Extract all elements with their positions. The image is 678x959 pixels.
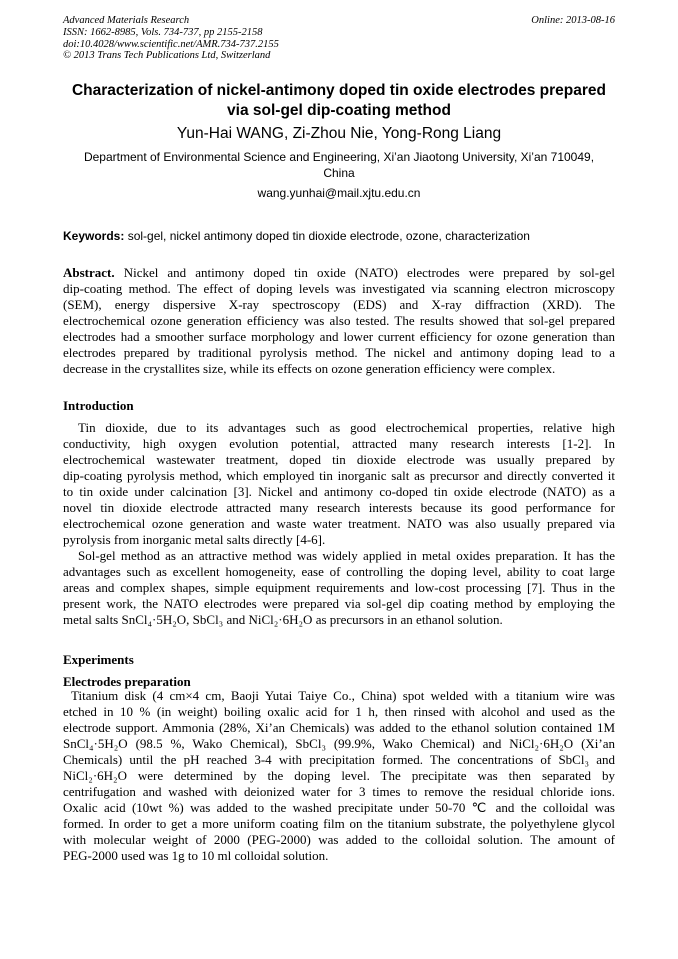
text-line: conductivity, high oxygen evolution potential, attracted many research interests [1-2]. In — [63, 436, 615, 451]
text-line: to tin oxide under calcination [3]. Nickel and antimony co-doped tin oxide electrode (NATO) as a — [63, 484, 615, 499]
online-date: Online: 2013-08-16 — [531, 15, 615, 26]
text-line: dip-coating pyrolysis method, which employed tin inorganic salt as precursor and directly converted it — [63, 468, 615, 483]
text-line: novel tin dioxide electrode attracted many research interests because its good performance for — [63, 500, 615, 515]
text-line: SnCl₄·5H₂O (98.5 %, Wako Chemical), SbCl₃ (99.9%, Wako Chemical) and NiCl₂·6H₂O (Xi’an — [63, 736, 615, 751]
text-line: advantages such as excellent homogeneity, ease of controlling the doping level, ability to coat large — [63, 564, 615, 579]
issn: ISSN: 1662-8985, Vols. 734-737, pp 2155-2158 — [63, 26, 263, 38]
text-line: formed. In order to get a more uniform coating film on the titanium substrate, the polyethylene glycol — [63, 816, 615, 831]
copyright: © 2013 Trans Tech Publications Ltd, Switzerland — [63, 50, 271, 62]
abstract-label: Abstract. — [63, 265, 115, 280]
electrodes-preparation-heading: Electrodes preparation — [63, 674, 191, 689]
text-line: electrodes prepared by traditional pyrolysis method. The nickel and antimony doping lead to a — [63, 345, 615, 360]
text-line: Oxalic acid (10wt %) was added to the washed precipitate under 50-70 ℃ and the colloidal was — [63, 800, 615, 815]
experiments-paragraph — [63, 688, 615, 864]
affiliation — [60, 150, 618, 181]
experiments-heading: Experiments — [63, 652, 134, 667]
text-line: etched in 10 % (in weight) boiling oxalic acid for 1 h, then rinsed with alcohol and used as the — [63, 704, 615, 719]
abstract — [63, 265, 615, 377]
journal-info — [63, 15, 279, 62]
introduction-heading: Introduction — [63, 398, 134, 413]
text-line: (SEM), energy dispersive X-ray spectroscopy (EDS) and X-ray diffraction (XRD). The — [63, 297, 615, 312]
affiliation-line: China — [323, 165, 355, 180]
paper-title — [40, 81, 638, 121]
text-line: NiCl₂·6H₂O were determined by the doping level. The precipitate was then separated by — [63, 768, 615, 783]
journal-name: Advanced Materials Research — [63, 15, 190, 26]
text-line: Titanium disk (4 cm×4 cm, Baoji Yutai Taiye Co., China) spot welded with a titanium wire was — [71, 688, 615, 703]
introduction-paragraph — [63, 548, 615, 628]
title-line: Characterization of nickel-antimony doped tin oxide electrodes prepared — [71, 82, 606, 99]
keywords — [63, 229, 530, 243]
affiliation-line: Department of Environmental Science and Engineering, Xi’an Jiaotong University, Xi’an 710049, — [83, 150, 595, 164]
text-run: Nickel and antimony doped tin oxide (NATO) electrodes were prepared by sol-gel — [114, 265, 615, 280]
introduction-paragraph — [63, 420, 615, 548]
text-line: decrease in the crystallites size, while its effects on ozone generation efficiency were complex. — [63, 361, 556, 376]
text-line: Tin dioxide, due to its advantages such as good electrochemical properties, relative high — [78, 420, 615, 435]
text-line: electrochemical wastewater treatment, doped tin dioxide electrode was usually prepared by — [63, 452, 615, 467]
text-line: present work, the NATO electrodes were prepared via sol-gel dip coating method by employing the — [63, 596, 615, 611]
text-line: Sol-gel method as an attractive method was widely applied in metal oxides preparation. It has the — [78, 548, 615, 563]
text-line: electrochemical ozone generation and waste water treatment. NATO was also usually prepared via — [63, 516, 615, 531]
text-line: electrode support. Ammonia (28%, Xi’an Chemicals) was added to the ethanol solution contained 1M — [63, 720, 615, 735]
text-line: with molecular weight of 2000 (PEG-2000) was added to the colloidal solution. The amount of — [63, 832, 615, 847]
authors: Yun-Hai WANG, Zi-Zhou Nie, Yong-Rong Liang — [176, 125, 502, 142]
title-line: via sol-gel dip-coating method — [227, 102, 451, 119]
text-line: Chemicals) until the pH reached 3-4 with precipitation formed. The concentrations of SbCl₃ and — [63, 752, 615, 767]
text-line — [63, 265, 615, 281]
text-line: electrodes had a smoother surface morphology and lower current efficiency for ozone generation than — [63, 329, 615, 344]
text-line: areas and complex shapes, simple equipment requirements and low-cost processing [7]. Thus in the — [63, 580, 615, 595]
email[interactable]: wang.yunhai@mail.xjtu.edu.cn — [257, 186, 421, 200]
text-line: electrochemical ozone generation efficiency was also tested. The results showed that sol-gel prepared — [63, 313, 615, 328]
keywords-label: Keywords: — [63, 229, 125, 243]
text-line: centrifugation and washed with deionized water for 3 times to remove the residual chloride ions. — [63, 784, 615, 799]
text-line: dip-coating method. The effect of doping levels was investigated via scanning electron microscopy — [63, 281, 615, 296]
text-line: metal salts SnCl₄·5H₂O, SbCl₃ and NiCl₂·6H₂O as precursors in an ethanol solution. — [63, 612, 503, 627]
keywords-text: sol-gel, nickel antimony doped tin dioxide electrode, ozone, characterization — [124, 229, 530, 243]
text-line: PEG-2000 used was 1g to 10 ml colloidal solution. — [63, 848, 329, 863]
text-line: pyrolysis from inorganic metal salts directly [4-6]. — [63, 532, 326, 547]
doi: doi:10.4028/www.scientific.net/AMR.734-737.2155 — [63, 38, 279, 50]
